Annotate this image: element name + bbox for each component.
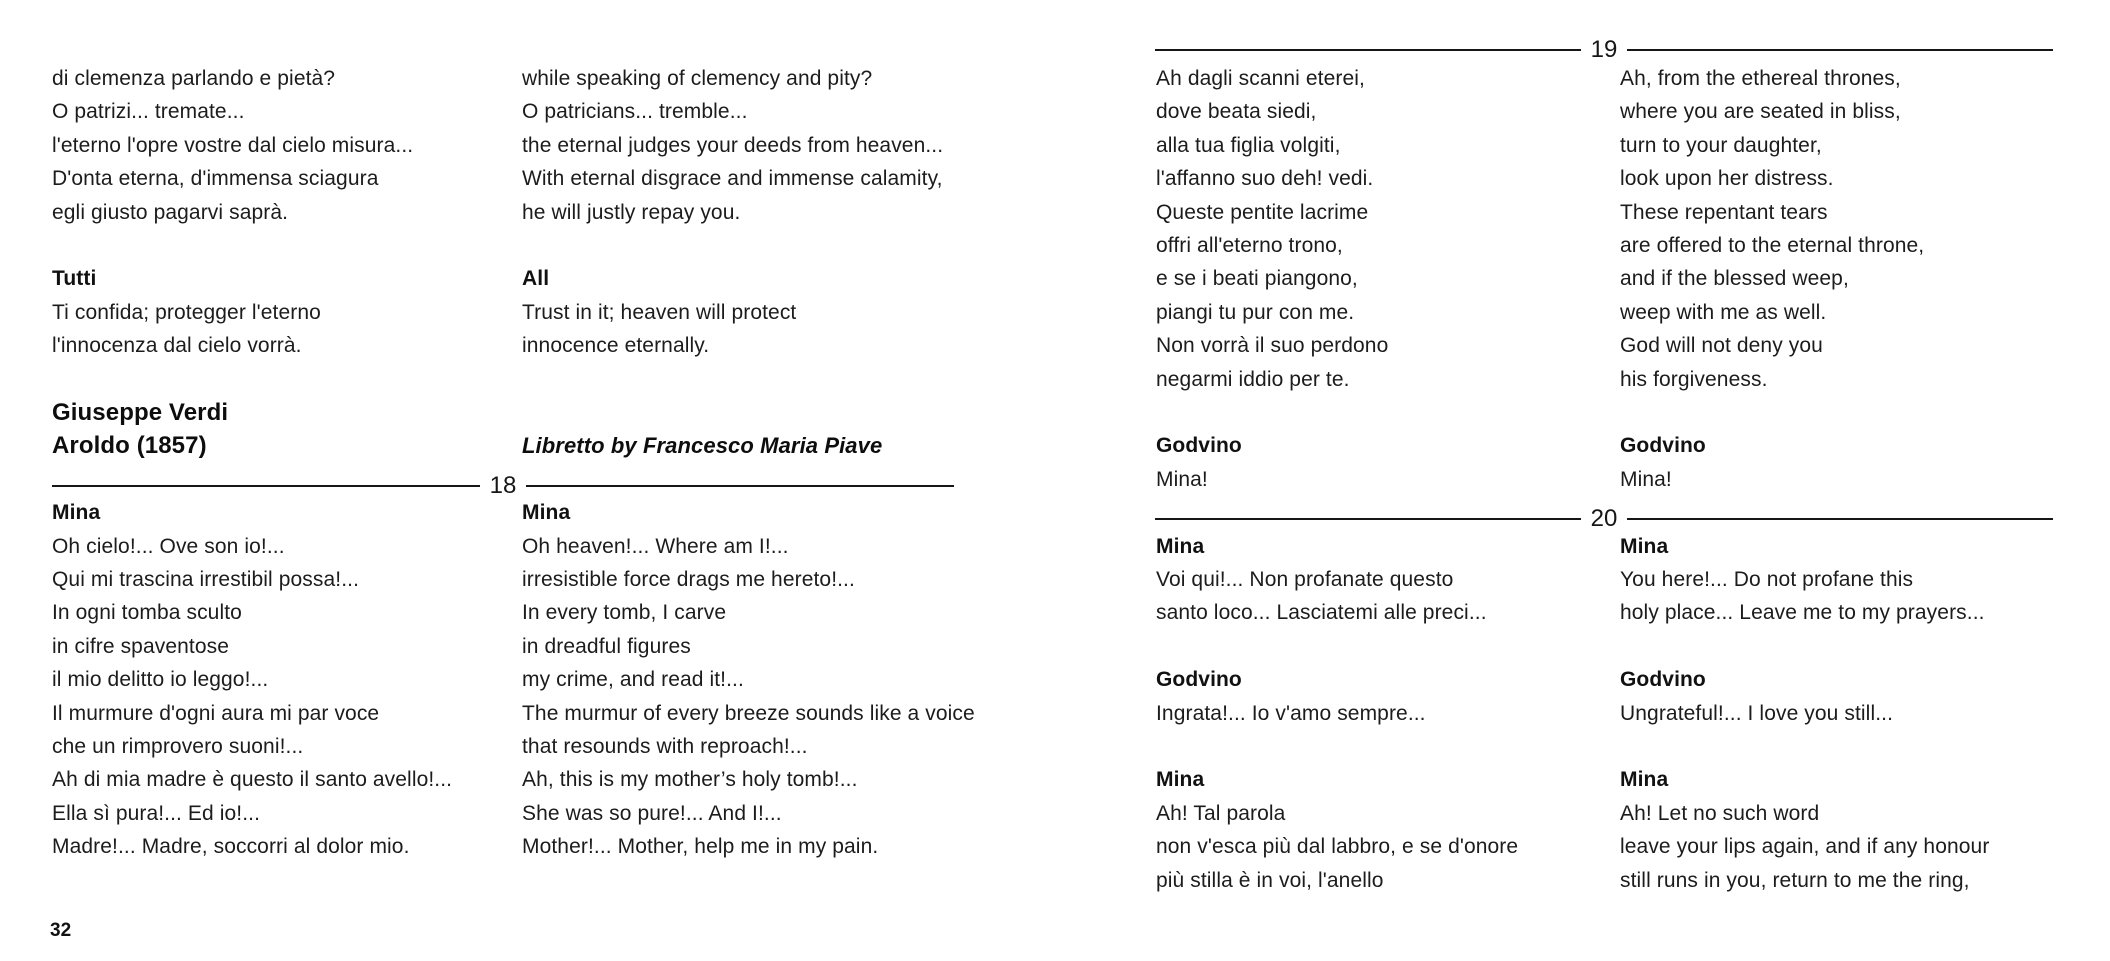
verse-line: di clemenza parlando e pietà?	[52, 67, 336, 90]
verse-line: Ah! Tal parola	[1156, 801, 1286, 825]
cue-rule-line	[526, 485, 954, 487]
verse-block	[52, 62, 512, 229]
column-italian-left-page	[52, 62, 512, 864]
cue-rule-line	[1155, 49, 1581, 51]
verse-line: e se i beati piangono,	[1156, 267, 1358, 291]
speaker-name: Mina	[522, 501, 571, 525]
verse-line: Giuseppe Verdi	[52, 399, 229, 427]
speaker-name: Mina	[52, 501, 101, 525]
verse-line: Trust in it; heaven will protect	[522, 300, 797, 324]
verse-line: egli giusto pagarvi saprà.	[52, 200, 289, 224]
verse-line: Ti confida; protegger l'eterno	[52, 300, 321, 324]
verse-line: Aroldo (1857)	[52, 432, 207, 460]
verse-block	[1620, 62, 2080, 396]
verse-line: my crime, and read it!...	[522, 668, 744, 692]
track-number: 19	[1590, 36, 1618, 63]
verse-line: he will justly repay you.	[522, 200, 741, 224]
verse-line: These repentant tears	[1620, 200, 1828, 224]
verse-line: the eternal judges your deeds from heaven...	[522, 133, 944, 157]
verse-block	[522, 496, 982, 863]
verse-line: look upon her distress.	[1620, 167, 1834, 191]
verse-line: Qui mi trascina irrestibil possa!...	[52, 568, 360, 592]
verse-line: Mother!... Mother, help me in my pain.	[522, 835, 879, 859]
page-number: 32	[50, 920, 72, 941]
verse-line: his forgiveness.	[1620, 367, 1768, 391]
verse-block	[522, 262, 982, 362]
verse-line: Non vorrà il suo perdono	[1156, 334, 1389, 358]
verse-line: that resounds with reproach!...	[522, 735, 808, 759]
verse-line: Ingrata!... Io v'amo sempre...	[1156, 701, 1426, 725]
speaker-name: All	[522, 267, 550, 291]
speaker-name: Godvino	[1156, 434, 1242, 458]
track-number: 20	[1590, 505, 1618, 532]
verse-line: Ah di mia madre è questo il santo avello!...	[52, 768, 453, 792]
verse-line: turn to your daughter,	[1620, 133, 1822, 157]
verse-line: in dreadful figures	[522, 634, 691, 658]
verse-block	[1156, 429, 1616, 496]
cue-rule-line	[1155, 518, 1581, 520]
verse-line: D'onta eterna, d'immensa sciagura	[52, 167, 379, 191]
verse-line: l'eterno l'opre vostre dal cielo misura...	[52, 133, 414, 157]
verse-line: where you are seated in bliss,	[1620, 100, 1901, 124]
speaker-name: Godvino	[1620, 434, 1706, 458]
verse-line: santo loco... Lasciatemi alle preci...	[1156, 601, 1487, 625]
verse-line: O patrizi... tremate...	[52, 100, 245, 124]
verse-line: Mina!	[1156, 467, 1208, 491]
verse-line: while speaking of clemency and pity?	[522, 67, 873, 90]
speaker-name: Mina	[1620, 768, 1669, 792]
verse-line: Il murmure d'ogni aura mi par voce	[52, 701, 380, 725]
verse-line: Queste pentite lacrime	[1156, 200, 1369, 224]
verse-line: are offered to the eternal throne,	[1620, 234, 1925, 258]
verse-line: il mio delitto io leggo!...	[52, 668, 269, 692]
verse-line: holy place... Leave me to my prayers...	[1620, 601, 1985, 625]
track-cue-19	[1155, 36, 2053, 63]
verse-block	[1156, 530, 1616, 630]
speaker-name: Godvino	[1620, 668, 1706, 692]
speaker-name: Mina	[1156, 534, 1205, 558]
verse-line: still runs in you, return to me the ring,	[1620, 868, 1970, 892]
verse-line: Ella sì pura!... Ed io!...	[52, 801, 261, 825]
cue-rule-line	[1627, 49, 2053, 51]
verse-block	[522, 62, 982, 229]
verse-line: In every tomb, I carve	[522, 601, 727, 625]
verse-block	[1620, 530, 2080, 630]
speaker-name: Tutti	[52, 267, 97, 291]
verse-line: Ah, this is my mother’s holy tomb!...	[522, 768, 858, 792]
verse-line: Libretto by Francesco Maria Piave	[522, 433, 883, 459]
verse-block	[1620, 429, 2080, 496]
verse-line: Oh heaven!... Where am I!...	[522, 534, 789, 558]
verse-line: Ungrateful!... I love you still...	[1620, 701, 1894, 725]
track-number: 18	[489, 472, 517, 499]
verse-line: l'affanno suo deh! vedi.	[1156, 167, 1374, 191]
verse-line: piangi tu pur con me.	[1156, 300, 1355, 324]
verse-line: in cifre spaventose	[52, 634, 229, 658]
verse-line: Mina!	[1620, 467, 1672, 491]
verse-line: irresistible force drags me hereto!...	[522, 568, 855, 592]
cue-rule-line	[52, 485, 480, 487]
verse-line: dove beata siedi,	[1156, 100, 1317, 124]
verse-line: Ah, from the ethereal thrones,	[1620, 67, 1901, 90]
verse-line: leave your lips again, and if any honour	[1620, 835, 1990, 859]
verse-line: Ah! Let no such word	[1620, 801, 1820, 825]
track-cue-18	[52, 472, 954, 499]
verse-line: Madre!... Madre, soccorri al dolor mio.	[52, 835, 410, 859]
verse-line: God will not deny you	[1620, 334, 1823, 358]
verse-line: and if the blessed weep,	[1620, 267, 1849, 291]
verse-line: che un rimprovero suoni!...	[52, 735, 304, 759]
verse-line: l'innocenza dal cielo vorrà.	[52, 334, 302, 358]
work-heading	[52, 396, 512, 463]
verse-line: Voi qui!... Non profanate questo	[1156, 568, 1454, 592]
column-english-right-page	[1620, 62, 2080, 897]
verse-line: She was so pure!... And I!...	[522, 801, 782, 825]
verse-line: offri all'eterno trono,	[1156, 234, 1343, 258]
verse-line: Oh cielo!... Ove son io!...	[52, 534, 285, 558]
column-english-left-page	[522, 62, 982, 864]
verse-block	[1156, 663, 1616, 730]
verse-block	[1620, 663, 2080, 730]
verse-block	[52, 262, 512, 362]
speaker-name: Mina	[1620, 534, 1669, 558]
verse-line: With eternal disgrace and immense calamity,	[522, 167, 943, 191]
speaker-name: Godvino	[1156, 668, 1242, 692]
cue-rule-line	[1627, 518, 2053, 520]
verse-line: Ah dagli scanni eterei,	[1156, 67, 1365, 90]
verse-line: non v'esca più dal labbro, e se d'onore	[1156, 835, 1519, 859]
verse-line: più stilla è in voi, l'anello	[1156, 868, 1384, 892]
verse-line: weep with me as well.	[1620, 300, 1827, 324]
verse-line: The murmur of every breeze sounds like a voice	[522, 701, 975, 725]
verse-block	[52, 496, 512, 863]
speaker-name: Mina	[1156, 768, 1205, 792]
verse-line: O patricians... tremble...	[522, 100, 748, 124]
verse-line: In ogni tomba sculto	[52, 601, 242, 625]
track-cue-20	[1155, 505, 2053, 532]
verse-block	[1156, 62, 1616, 396]
verse-block	[1156, 763, 1616, 897]
verse-line: negarmi iddio per te.	[1156, 367, 1350, 391]
verse-block	[1620, 763, 2080, 897]
verse-line: innocence eternally.	[522, 334, 710, 358]
verse-line: You here!... Do not profane this	[1620, 568, 1914, 592]
libretto-credit	[522, 429, 982, 462]
column-italian-right-page	[1156, 62, 1616, 897]
verse-line: alla tua figlia volgiti,	[1156, 133, 1341, 157]
